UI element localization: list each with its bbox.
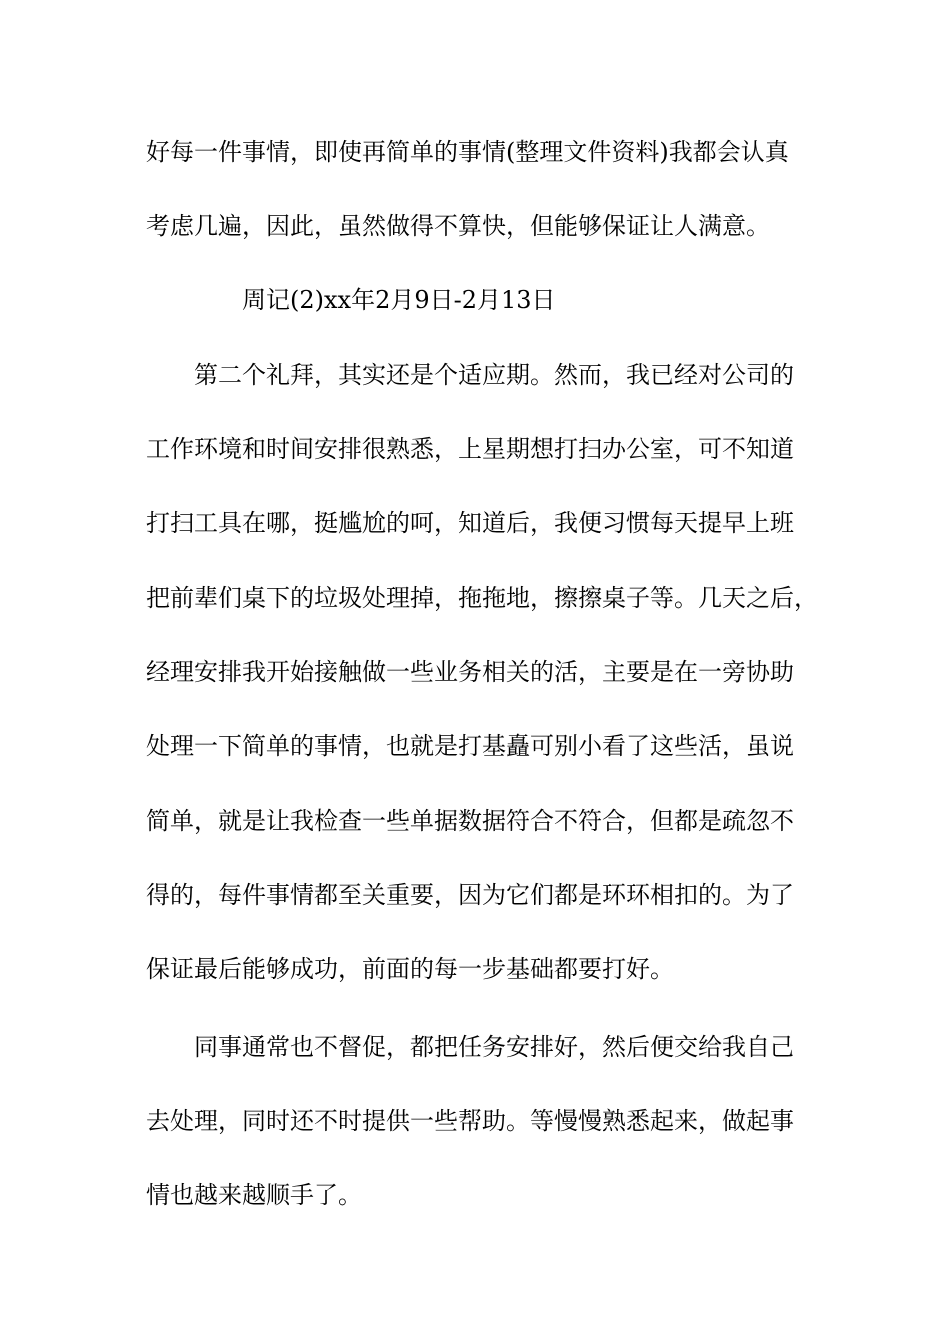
paragraph-line: 经理安排我开始接触做一些业务相关的活，主要是在一旁协助 (146, 658, 794, 686)
paragraph-line: 考虑几遍，因此，虽然做得不算快，但能够保证让人满意。 (146, 212, 770, 240)
paragraph-line: 去处理，同时还不时提供一些帮助。等慢慢熟悉起来，做起事 (146, 1107, 794, 1135)
paragraph-line: 同事通常也不督促，都把任务安排好，然后便交给我自己 (194, 1033, 794, 1061)
paragraph-line: 情也越来越顺手了。 (146, 1181, 362, 1209)
paragraph-line: 好每一件事情，即使再简单的事情(整理文件资料)我都会认真 (146, 138, 789, 166)
paragraph-line: 处理一下简单的事情，也就是打基矗可别小看了这些活，虽说 (146, 732, 794, 760)
paragraph-line: 把前辈们桌下的垃圾处理掉，拖拖地，擦擦桌子等。几天之后， (146, 584, 818, 612)
paragraph-line: 简单，就是让我检查一些单据数据符合不符合，但都是疏忽不 (146, 807, 794, 835)
paragraph-line: 工作环境和时间安排很熟悉，上星期想打扫办公室，可不知道 (146, 435, 794, 463)
section-heading: 周记(2)xx年2月9日-2月13日 (242, 286, 556, 314)
paragraph-line: 打扫工具在哪，挺尴尬的呵，知道后，我便习惯每天提早上班 (146, 509, 794, 537)
paragraph-line: 第二个礼拜，其实还是个适应期。然而，我已经对公司的 (194, 361, 794, 389)
paragraph-line: 得的，每件事情都至关重要，因为它们都是环环相扣的。为了 (146, 881, 794, 909)
paragraph-line: 保证最后能够成功，前面的每一步基础都要打好。 (146, 955, 674, 983)
